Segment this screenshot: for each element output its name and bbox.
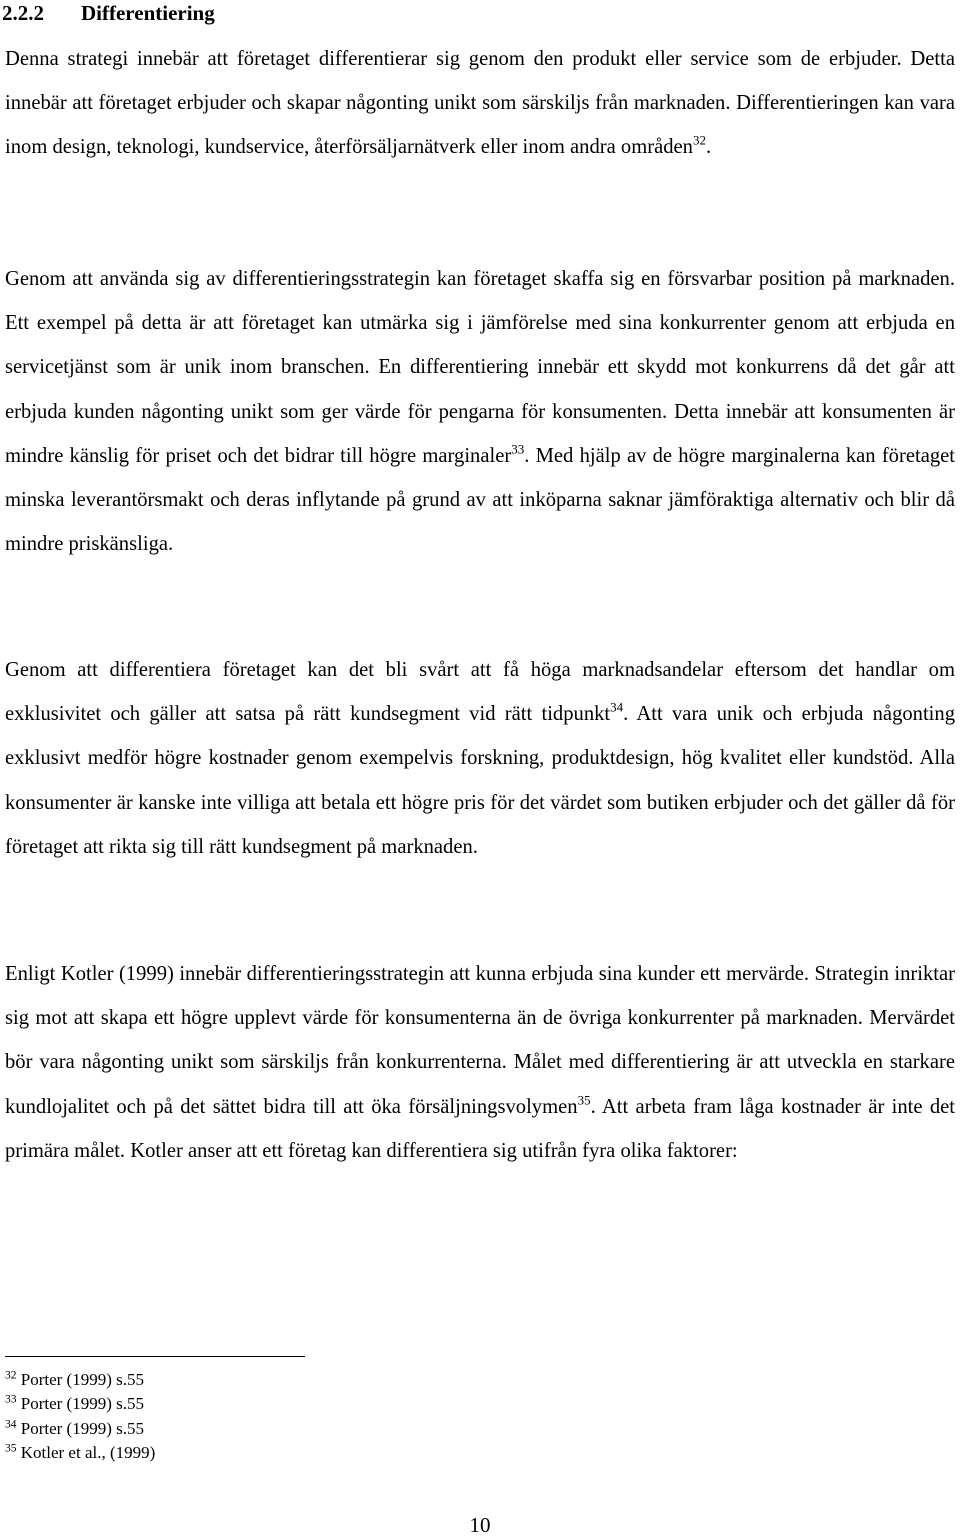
footnote-text: Porter (1999) s.55 [20, 1418, 144, 1438]
footnote-item [5, 1392, 155, 1416]
footnote-number: 33 [5, 1393, 17, 1406]
footnote-number: 32 [5, 1369, 17, 1382]
footnote-text: Porter (1999) s.55 [20, 1394, 144, 1414]
section-number: 2.2.2 [2, 1, 44, 25]
paragraph-4-text-end: . Att arbeta fram låga kostnader är inte det primära målet. Kotler anser att ett företag kan differentiera sig utifrån fyra olika faktorer: [5, 1095, 955, 1162]
paragraph-1-text: Denna strategi innebär att företaget differentierar sig genom den produkt eller service som de erbjuder. Detta innebär att företaget erbjuder och skapar någonting unikt som särskiljs från marknaden. Differentieringen kan vara inom design, teknologi, kundservice, återförsäljarnätverk eller inom andra områden [5, 48, 955, 159]
paragraph-3-text-end: . Att vara unik och erbjuda någonting exklusivt medför högre kostnader genom exempelvis forskning, produktdesign, hög kvalitet eller kundstöd. Alla konsumenter är kanske inte villiga att betala ett högre pris för det värdet som butiken erbjuder och det gäller då för företaget att rikta sig till rätt kundsegment på marknaden. [5, 703, 955, 858]
footnotes-list [5, 1368, 155, 1465]
footnote-number: 35 [5, 1442, 17, 1455]
footnote-item [5, 1417, 155, 1441]
paragraph-3 [5, 648, 955, 869]
paragraph-1 [5, 37, 955, 170]
footnote-ref-32: 32 [692, 132, 706, 148]
footnote-text: Porter (1999) s.55 [20, 1370, 144, 1389]
paragraph-2-text-end: . Med hjälp av de högre marginalerna kan företaget minska leverantörsmakt och deras inflytande på grund av att inköparna saknar jämföraktiga alternativ och blir då mindre priskänsliga. [5, 444, 955, 556]
paragraph-2 [5, 257, 955, 566]
footnote-number: 34 [5, 1418, 17, 1431]
footnote-separator [5, 1356, 305, 1357]
footnote-ref-35: 35 [577, 1092, 591, 1108]
footnote-text: Kotler et al., (1999) [20, 1442, 156, 1462]
footnote-item [5, 1368, 155, 1392]
paragraph-4-text: Enligt Kotler (1999) innebär differentieringsstrategin att kunna erbjuda sina kunder ett mervärde. Strategin inriktar sig mot att skapa ett högre upplevt värde för konsumenterna än de övriga konkurrenter på marknaden. Mervärdet bör vara någonting unikt som särskiljs från konkurrenterna. Målet med differentiering är att utveckla en starkare kundlojalitet och på det sättet bidra till att öka försäljningsvolymen [5, 963, 955, 1118]
footnote-ref-34: 34 [610, 699, 624, 715]
paragraph-1-text-end: . [705, 136, 712, 159]
footnote-ref-33: 33 [511, 441, 525, 457]
footnote-item [5, 1441, 155, 1465]
paragraph-3-text: Genom att differentiera företaget kan det bli svårt att få höga marknadsandelar eftersom det handlar om exklusivitet och gäller att satsa på rätt kundsegment vid rätt tidpunkt [5, 659, 955, 726]
paragraph-2-text: Genom att använda sig av differentieringsstrategin kan företaget skaffa sig en försvarbar position på marknaden. Ett exempel på detta är att företaget kan utmärka sig i jämförelse med sina konkurrenter genom att erbjuda en servicetjänst som är unik inom branschen. En differentiering innebär ett skydd mot konkurrens då det går att erbjuda kunden någonting unikt som ger värde för pengarna för konsumenten. Detta innebär att konsumenten är mindre känslig för priset och det bidrar till högre marginaler [5, 268, 955, 467]
section-heading [2, 0, 215, 26]
paragraph-4 [5, 952, 955, 1173]
page-number: 10 [469, 1513, 491, 1537]
section-title: Differentiering [81, 1, 215, 25]
